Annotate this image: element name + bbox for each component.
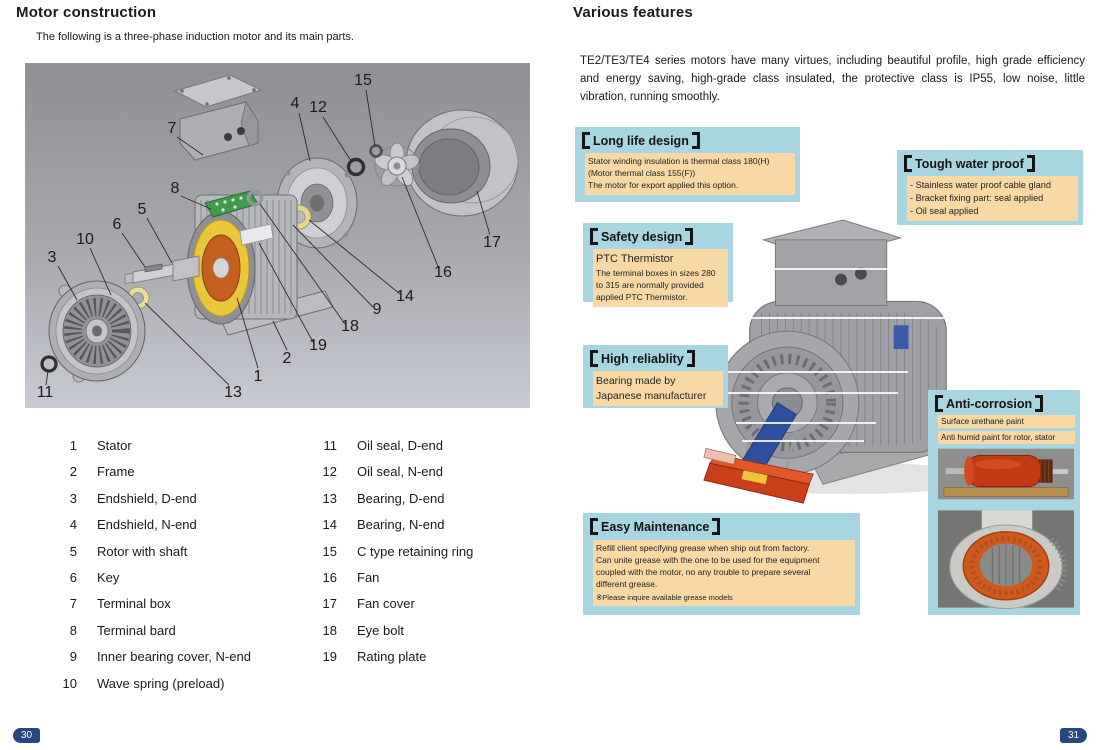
part-number: 11: [323, 438, 337, 453]
feature-line: Surface urethane paint: [938, 415, 1075, 428]
feature-tough-water-proof: [897, 150, 1083, 225]
leader-line: [742, 440, 864, 442]
parts-list-row: [315, 570, 473, 583]
parts-list-row: [315, 649, 473, 665]
bracket-close: [692, 132, 700, 149]
feature-emphasis: PTC Thermistor: [596, 253, 674, 265]
callout-number: 3: [47, 249, 57, 266]
page-title-various-features: Various features: [573, 4, 693, 21]
leader-line: [733, 268, 940, 270]
callout-number: 10: [76, 231, 94, 248]
parts-list-row: [55, 649, 251, 665]
part-label: Eye bolt: [357, 622, 404, 638]
motor-construction-subtitle: The following is a three-phase induction motor and its main parts.: [36, 31, 354, 43]
feature-body: [585, 153, 795, 195]
callout-number: 15: [354, 72, 372, 89]
part-label: Terminal box: [97, 596, 171, 612]
parts-list-row: [315, 464, 473, 480]
feature-line: Refill client specifying grease when ship out from factory.: [596, 543, 810, 553]
callout-number: 19: [309, 337, 327, 354]
leader-line: [728, 392, 898, 394]
part-number: 12: [322, 464, 337, 480]
feature-body: [593, 540, 855, 606]
part-number: 13: [322, 490, 337, 506]
part-label: Inner bearing cover, N-end: [97, 649, 251, 665]
bracket-open: [904, 155, 912, 172]
part-number: 9: [69, 649, 77, 665]
parts-list-row: [55, 676, 251, 689]
feature-note: ※Please inquire available grease models: [596, 592, 733, 602]
page-title-motor-construction: Motor construction: [16, 4, 157, 21]
part-number: 3: [69, 490, 77, 506]
page-number-left: 30: [13, 728, 40, 743]
feature-line: (Motor thermal class 155(F)): [588, 167, 696, 178]
bracket-close: [712, 518, 720, 535]
part-label: Fan: [357, 569, 380, 585]
feature-line: applied PTC Thermistor.: [596, 292, 688, 303]
feature-title: Tough water proof: [904, 155, 1078, 172]
part-number: 7: [69, 596, 77, 612]
part-number: 18: [322, 622, 337, 638]
feature-title: Easy Maintenance: [590, 518, 855, 535]
feature-long-life-design: [575, 127, 800, 202]
feature-body: [593, 371, 723, 406]
callout-number: 7: [167, 120, 177, 137]
part-label: Oil seal, N-end: [357, 464, 443, 480]
feature-high-reliability: [583, 345, 728, 408]
endshield-d-illustration: [49, 281, 145, 382]
fan-cover-illustration: [406, 110, 518, 216]
parts-list-row: [315, 544, 473, 557]
part-label: C type retaining ring: [357, 543, 474, 559]
feature-line: to 315 are normally provided: [596, 280, 704, 291]
bracket-close: [685, 228, 693, 245]
callout-number: 13: [224, 384, 242, 401]
part-label: Endshield, N-end: [97, 517, 197, 533]
callout-number: 8: [170, 180, 180, 197]
motor-endshield-front: [716, 331, 859, 474]
leader-line: [728, 371, 908, 373]
parts-list-row: [55, 596, 251, 612]
feature-line: Stator winding insulation is thermal class 180(H): [588, 156, 770, 166]
part-label: Frame: [97, 464, 135, 480]
feature-line: Japanese manufacturer: [596, 389, 707, 402]
motor-label: [894, 325, 909, 349]
callout-number: 6: [112, 216, 122, 233]
callout-number: 12: [309, 99, 327, 116]
parts-list-row: [55, 438, 251, 451]
feature-line: coupled with the motor, no any trouble to prepare several: [596, 566, 811, 577]
callout-number: 5: [137, 201, 147, 218]
feature-line: The motor for export applied this option.: [588, 179, 739, 190]
feature-line: - Oil seal applied: [910, 205, 979, 216]
part-number: 14: [322, 517, 337, 533]
parts-list-row: [55, 570, 251, 583]
feature-line: Can unite grease with the one to be used for the equipment: [596, 554, 820, 565]
part-label: Rotor with shaft: [97, 543, 188, 559]
parts-list-row: [315, 438, 473, 451]
bracket-open: [935, 395, 943, 412]
part-number: 8: [69, 622, 77, 638]
leader-line: [700, 317, 952, 319]
bracket-open: [590, 350, 598, 367]
bracket-open: [582, 132, 590, 149]
rotor-paint-photo: [938, 448, 1074, 505]
stator-paint-photo: [938, 509, 1074, 614]
parts-list-row: [55, 517, 251, 533]
callout-number: 14: [396, 288, 414, 305]
page-number-right: 31: [1060, 728, 1087, 743]
part-number: 16: [322, 569, 337, 585]
part-number: 15: [322, 543, 337, 559]
bracket-open: [590, 518, 598, 535]
part-label: Terminal bard: [97, 622, 176, 638]
callout-number: 2: [282, 350, 292, 367]
features-intro-paragraph: TE2/TE3/TE4 series motors have many virtues, including beautiful profile, high grade efficiency and energy saving, high-grade class insulated, the protective class is IP55, low noise, little vibration, running smoothly.: [580, 55, 1085, 103]
part-number: 19: [322, 649, 337, 665]
feature-body: [907, 176, 1078, 221]
feature-line: - Bracket fixing part: seal applied: [910, 192, 1044, 203]
feature-line: Anti humid paint for rotor, stator: [938, 431, 1075, 444]
feature-safety-design: [583, 223, 733, 302]
feature-line: Bearing made by: [596, 375, 676, 387]
parts-list-row: [315, 596, 473, 612]
callout-number: 17: [483, 234, 501, 251]
bracket-close: [1027, 155, 1035, 172]
part-number: 2: [69, 464, 77, 480]
motor-terminal-box: [764, 220, 901, 305]
part-label: Endshield, D-end: [97, 490, 197, 506]
feature-title: Long life design: [582, 132, 795, 149]
parts-list-row: [315, 623, 473, 636]
parts-list-row: [55, 544, 251, 557]
part-label: Rating plate: [357, 649, 427, 665]
callout-number: 11: [36, 384, 54, 401]
part-number: 17: [322, 596, 337, 612]
parts-list-column-1: [55, 438, 251, 702]
callout-number: 1: [253, 368, 263, 385]
feature-title: High reliablity: [590, 350, 723, 367]
bracket-open: [590, 228, 598, 245]
callout-number: 4: [290, 95, 300, 112]
part-number: 1: [69, 438, 77, 453]
feature-anti-corrosion: [928, 390, 1080, 615]
part-number: 4: [69, 517, 77, 533]
part-label: Bearing, D-end: [357, 490, 445, 506]
part-number: 6: [69, 569, 77, 585]
bracket-close: [687, 350, 695, 367]
feature-line: different grease.: [596, 578, 658, 589]
part-label: Oil seal, D-end: [357, 438, 443, 453]
parts-list-row: [55, 623, 251, 636]
bracket-close: [1035, 395, 1043, 412]
feature-easy-maintenance: [583, 513, 860, 615]
feature-line: The terminal boxes in sizes 280: [596, 268, 716, 279]
part-number: 10: [62, 675, 77, 691]
feature-line: - Stainless water proof cable gland: [910, 180, 1051, 190]
part-label: Wave spring (preload): [97, 675, 225, 691]
feature-title: Safety design: [590, 228, 728, 245]
part-label: Fan cover: [357, 596, 415, 612]
parts-list-row: [55, 464, 251, 480]
callout-number: 9: [372, 301, 382, 318]
feature-title: Anti-corrosion: [935, 395, 1075, 412]
parts-list-column-2: [315, 438, 473, 676]
parts-list-row: [55, 491, 251, 504]
feature-body: [593, 249, 728, 307]
part-label: Stator: [97, 438, 132, 453]
leader-line: [736, 422, 876, 424]
part-label: Bearing, N-end: [357, 517, 445, 533]
part-number: 5: [69, 543, 77, 559]
parts-list-row: [315, 517, 473, 533]
part-label: Key: [97, 569, 120, 585]
callout-number: 16: [434, 264, 452, 281]
callout-number: 18: [341, 318, 359, 335]
exploded-motor-diagram: [25, 63, 530, 408]
parts-list-row: [315, 491, 473, 504]
